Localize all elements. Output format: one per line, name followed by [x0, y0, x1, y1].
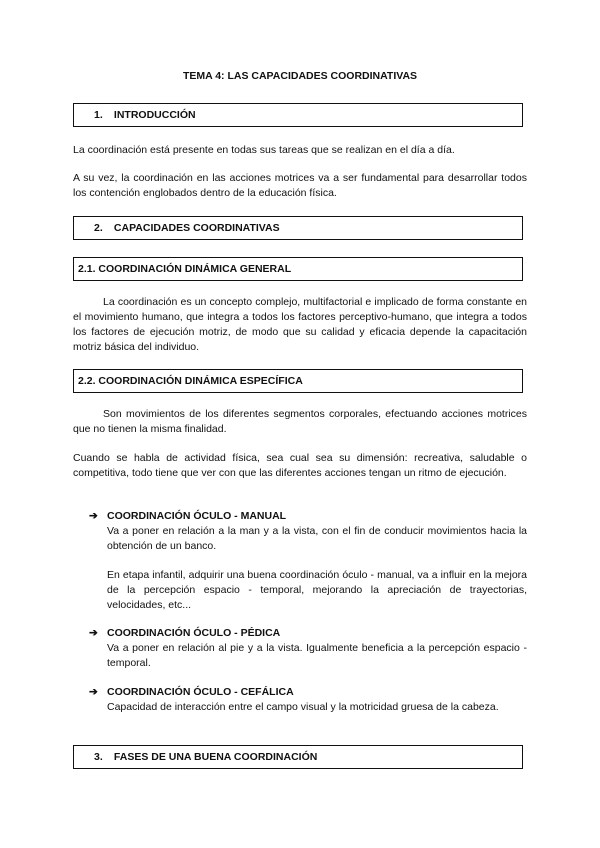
subsection-title: 2.2. COORDINACIÓN DINÁMICA ESPECÍFICA	[78, 375, 303, 387]
intro-paragraph-1: La coordinación está presente en todas sus tareas que se realizan en el día a día.	[73, 144, 455, 156]
bullet-title: COORDINACIÓN ÓCULO - MANUAL	[107, 510, 287, 522]
especifica-paragraph-1: Son movimientos de los diferentes segmentos corporales, efectuando acciones motrices que no tienen la misma finalidad.	[73, 408, 527, 435]
bullet-heading-cefalica	[89, 685, 294, 700]
bullet-heading-pedica	[89, 626, 280, 641]
section-heading-capacidades	[73, 216, 523, 240]
section-heading-introduccion	[73, 103, 523, 127]
section-title: CAPACIDADES COORDINATIVAS	[113, 222, 280, 234]
arrow-icon: ➔	[89, 510, 98, 522]
subsection-title: 2.1. COORDINACIÓN DINÁMICA GENERAL	[78, 263, 292, 275]
subsection-heading-general	[73, 257, 523, 281]
cefalica-paragraph-1: Capacidad de interacción entre el campo visual y la motricidad gruesa de la cabeza.	[107, 701, 499, 713]
document-title: TEMA 4: LAS CAPACIDADES COORDINATIVAS	[182, 70, 418, 82]
section-title: INTRODUCCIÓN	[113, 109, 196, 121]
pedica-paragraph-1: Va a poner en relación al pie y a la vista. Igualmente beneficia a la percepción espacio - temporal.	[107, 642, 527, 669]
manual-paragraph-1: Va a poner en relación a la man y a la vista, con el fin de conducir movimientos hacia la obtención de un banco.	[107, 525, 527, 552]
section-heading-fases	[73, 745, 523, 769]
arrow-icon: ➔	[89, 686, 98, 698]
especifica-paragraph-2: Cuando se habla de actividad física, sea cual sea su dimensión: recreativa, saludable o competitiva, todo tiene que ver con que las diferentes acciones tengan un ritmo de ejecución.	[73, 452, 527, 479]
section-number: 2.	[94, 222, 103, 234]
section-number: 1.	[94, 109, 103, 121]
bullet-heading-manual	[89, 509, 286, 524]
intro-paragraph-2: A su vez, la coordinación en las acciones motrices va a ser fundamental para desarrollar todos los contención englobados dentro de la educación física.	[73, 172, 527, 199]
section-title: FASES DE UNA BUENA COORDINACIÓN	[113, 751, 318, 763]
bullet-title: COORDINACIÓN ÓCULO - CEFÁLICA	[107, 686, 294, 698]
arrow-icon: ➔	[89, 627, 98, 639]
subsection-heading-especifica	[73, 369, 523, 393]
general-paragraph: La coordinación es un concepto complejo, multifactorial e implicado de forma constante en el movimiento humano, que integra a todos los factores perceptivo-humano, que integra a todos los factores de ejecución motriz, de modo que su calidad y eficacia depende la capacitación motriz básica del individuo.	[73, 296, 527, 353]
section-number: 3.	[94, 751, 103, 763]
manual-paragraph-2: En etapa infantil, adquirir una buena coordinación óculo - manual, va a influir en la mejora de la percepción espacio - temporal, mejorando la apreciación de trayectorias, velocidades, etc...	[107, 569, 527, 611]
bullet-title: COORDINACIÓN ÓCULO - PÉDICA	[107, 627, 281, 639]
